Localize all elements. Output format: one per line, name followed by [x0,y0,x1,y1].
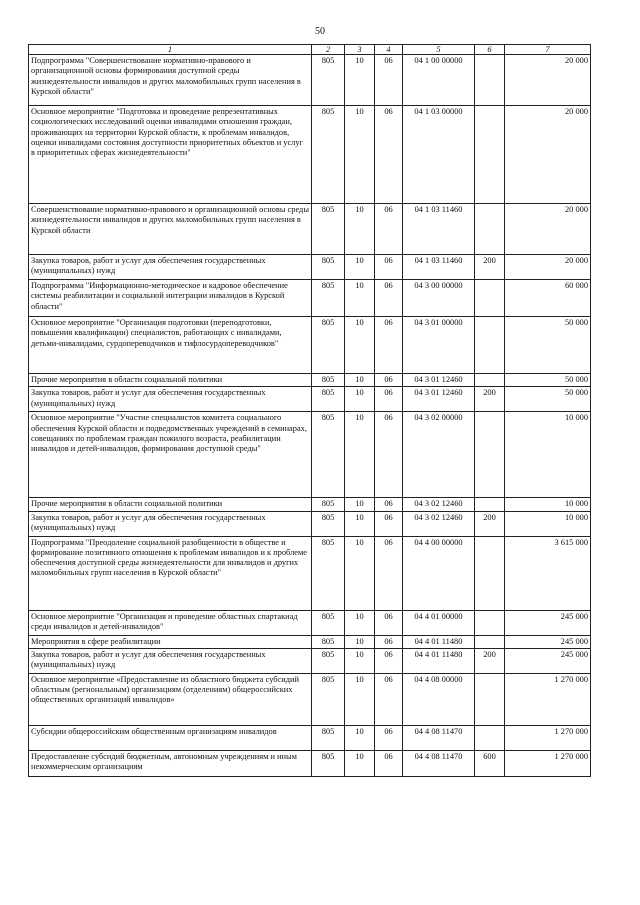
cell-code: 04 3 01 00000 [403,317,475,374]
cell-type [475,280,505,317]
table-row [29,610,591,635]
cell-col2: 805 [312,536,345,610]
row-description: Прочие мероприятия в области социальной политики [29,498,312,511]
cell-col4: 06 [375,204,403,255]
row-description: Основное мероприятие "Участие специалистов комитета социального обеспечения Курской области и подведомственных учреждений в семинарах, совещаниях по проблемам граждан пожилого возраста, реабилитации инвалидов и детей-инвалидов, формирования доступной среды" [29,412,312,498]
row-description: Закупка товаров, работ и услуг для обеспечения государственных (муниципальных) нужд [29,648,312,673]
table-row [29,725,591,750]
cell-amount: 50 000 [505,387,591,412]
cell-amount: 20 000 [505,55,591,106]
cell-amount: 10 000 [505,511,591,536]
cell-code: 04 4 01 11480 [403,648,475,673]
table-row [29,648,591,673]
cell-col4: 06 [375,498,403,511]
cell-type [475,536,505,610]
cell-col3: 10 [345,635,375,648]
cell-col2: 805 [312,204,345,255]
cell-type [475,374,505,387]
row-description: Закупка товаров, работ и услуг для обеспечения государственных (муниципальных) нужд [29,255,312,280]
cell-code: 04 3 02 12460 [403,498,475,511]
cell-amount: 10 000 [505,498,591,511]
table-row [29,673,591,725]
cell-col2: 805 [312,648,345,673]
cell-type [475,317,505,374]
cell-type: 200 [475,255,505,280]
cell-type [475,610,505,635]
row-description: Субсидии общероссийским общественным организациям инвалидов [29,725,312,750]
header-cell: 4 [375,45,403,55]
table-row [29,498,591,511]
cell-amount: 1 270 000 [505,750,591,776]
cell-col4: 06 [375,750,403,776]
header-cell: 3 [345,45,375,55]
cell-col2: 805 [312,374,345,387]
cell-col3: 10 [345,610,375,635]
cell-col3: 10 [345,536,375,610]
table-row [29,55,591,106]
cell-code: 04 4 00 00000 [403,536,475,610]
header-cell: 5 [403,45,475,55]
cell-col2: 805 [312,55,345,106]
row-description: Основное мероприятие "Организация подготовки (переподготовки, повышения квалификации) специалистов, работающих с инвалидами, детьми-инвалидами, сурдопереводчиков и тифлосурдопереводчиков" [29,317,312,374]
cell-col3: 10 [345,255,375,280]
cell-amount: 1 270 000 [505,725,591,750]
cell-col3: 10 [345,374,375,387]
cell-col2: 805 [312,750,345,776]
row-description: Предоставление субсидий бюджетным, автономным учреждениям и иным некоммерческим организациям [29,750,312,776]
cell-code: 04 4 01 11480 [403,635,475,648]
header-cell: 7 [505,45,591,55]
cell-col2: 805 [312,511,345,536]
row-description: Закупка товаров, работ и услуг для обеспечения государственных (муниципальных) нужд [29,387,312,412]
cell-col4: 06 [375,511,403,536]
cell-amount: 1 270 000 [505,673,591,725]
cell-col3: 10 [345,317,375,374]
cell-col2: 805 [312,317,345,374]
cell-code: 04 4 08 11470 [403,725,475,750]
table-row [29,255,591,280]
cell-amount: 50 000 [505,317,591,374]
row-description: Совершенствование нормативно-правового и организационной основы среды жизнедеятельности инвалидов и других маломобильных групп населения в Курской области [29,204,312,255]
cell-col3: 10 [345,387,375,412]
cell-col4: 06 [375,610,403,635]
header-cell: 2 [312,45,345,55]
cell-amount: 245 000 [505,610,591,635]
cell-code: 04 3 01 12460 [403,374,475,387]
cell-col4: 06 [375,673,403,725]
cell-col2: 805 [312,725,345,750]
table-row [29,635,591,648]
cell-type [475,498,505,511]
cell-code: 04 3 01 12460 [403,387,475,412]
cell-amount: 245 000 [505,635,591,648]
cell-col3: 10 [345,648,375,673]
cell-col2: 805 [312,498,345,511]
cell-code: 04 3 00 00000 [403,280,475,317]
row-description: Основное мероприятие «Предоставление из областного бюджета субсидий областным (региональным) организациям (отделениям) общероссийских общественных организаций инвалидов» [29,673,312,725]
cell-col4: 06 [375,317,403,374]
table-row [29,387,591,412]
cell-col4: 06 [375,280,403,317]
cell-type [475,55,505,106]
cell-type: 600 [475,750,505,776]
row-description: Основное мероприятие "Подготовка и проведение репрезентативных социологических исследований оценки инвалидами отношения граждан, проживающих на территории Курской области, к проблемам инвалидов, оценки инвалидами состояния доступности приоритетных объектов и услуг в приоритетных сферах жизнедеятельности" [29,106,312,204]
cell-col2: 805 [312,255,345,280]
cell-amount: 60 000 [505,280,591,317]
cell-col2: 805 [312,673,345,725]
table-row [29,280,591,317]
row-description: Прочие мероприятия в области социальной политики [29,374,312,387]
cell-type: 200 [475,387,505,412]
cell-col2: 805 [312,280,345,317]
cell-type [475,725,505,750]
row-description: Основное мероприятие "Организация и проведение областных спартакиад среди инвалидов и детей-инвалидов" [29,610,312,635]
cell-type [475,635,505,648]
cell-col4: 06 [375,255,403,280]
cell-type: 200 [475,511,505,536]
cell-col4: 06 [375,725,403,750]
cell-code: 04 1 03 11460 [403,204,475,255]
cell-col2: 805 [312,412,345,498]
cell-col4: 06 [375,106,403,204]
row-description: Подпрограмма "Информационно-методическое и кадровое обеспечение системы реабилитации и социальной интеграции инвалидов в Курской области" [29,280,312,317]
cell-amount: 20 000 [505,255,591,280]
cell-amount: 20 000 [505,106,591,204]
cell-col3: 10 [345,55,375,106]
row-description: Мероприятия в сфере реабилитации [29,635,312,648]
cell-col3: 10 [345,725,375,750]
cell-col2: 805 [312,610,345,635]
cell-col2: 805 [312,387,345,412]
cell-col3: 10 [345,673,375,725]
table-row [29,204,591,255]
cell-type [475,412,505,498]
header-row [29,45,591,55]
row-description: Закупка товаров, работ и услуг для обеспечения государственных (муниципальных) нужд [29,511,312,536]
cell-amount: 20 000 [505,204,591,255]
table-row [29,374,591,387]
budget-table [28,44,591,777]
header-cell: 6 [475,45,505,55]
cell-code: 04 3 02 12460 [403,511,475,536]
cell-code: 04 1 03 11460 [403,255,475,280]
cell-amount: 10 000 [505,412,591,498]
table-row [29,412,591,498]
cell-col3: 10 [345,498,375,511]
row-description: Подпрограмма "Совершенствование нормативно-правового и организационной основы формирования доступной среды жизнедеятельности инвалидов и других маломобильных групп населения в Курской области" [29,55,312,106]
cell-col4: 06 [375,387,403,412]
cell-amount: 245 000 [505,648,591,673]
cell-col4: 06 [375,648,403,673]
cell-col4: 06 [375,536,403,610]
cell-type [475,673,505,725]
cell-amount: 3 615 000 [505,536,591,610]
table-row [29,511,591,536]
table-row [29,106,591,204]
cell-col3: 10 [345,204,375,255]
cell-code: 04 1 00 00000 [403,55,475,106]
cell-type: 200 [475,648,505,673]
cell-type [475,106,505,204]
cell-code: 04 4 08 00000 [403,673,475,725]
cell-col4: 06 [375,635,403,648]
cell-col3: 10 [345,511,375,536]
cell-code: 04 4 08 11470 [403,750,475,776]
page-number: 50 [315,26,325,37]
header-cell: 1 [29,45,312,55]
cell-col3: 10 [345,106,375,204]
table-row [29,536,591,610]
cell-col3: 10 [345,412,375,498]
table-row [29,317,591,374]
row-description: Подпрограмма "Преодоление социальной разобщенности в обществе и формирование позитивного отношения к проблемам инвалидов и к проблеме обеспечения доступной среды жизнедеятельности для инвалидов и других маломобильных групп населения в Курской области" [29,536,312,610]
cell-code: 04 3 02 00000 [403,412,475,498]
cell-col4: 06 [375,374,403,387]
cell-col4: 06 [375,412,403,498]
cell-code: 04 4 01 00000 [403,610,475,635]
cell-col2: 805 [312,635,345,648]
cell-col3: 10 [345,280,375,317]
table-row [29,750,591,776]
cell-col2: 805 [312,106,345,204]
cell-type [475,204,505,255]
cell-col4: 06 [375,55,403,106]
cell-amount: 50 000 [505,374,591,387]
cell-code: 04 1 03 00000 [403,106,475,204]
cell-col3: 10 [345,750,375,776]
